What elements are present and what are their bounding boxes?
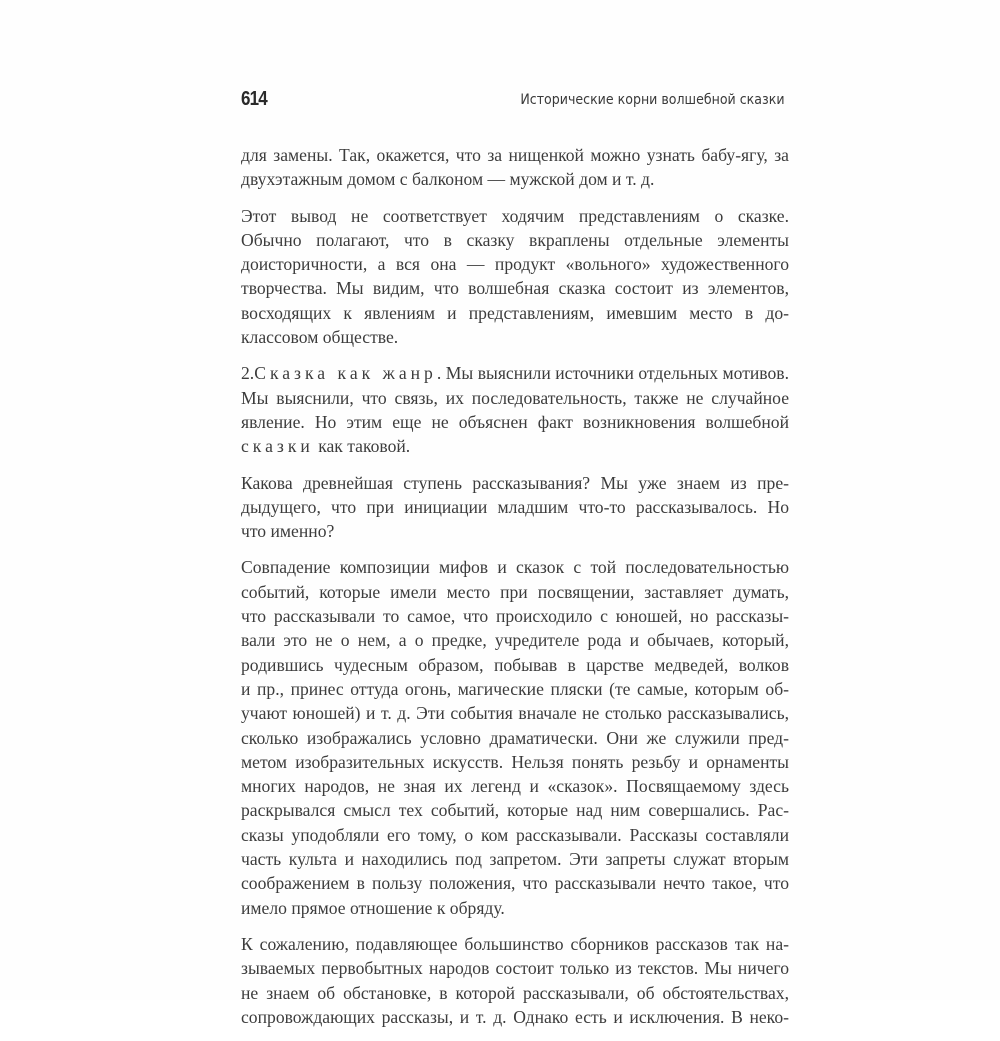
text-line: учают юношей) и т. д. Эти события вначале не столько рассказывались, (241, 703, 789, 724)
text-line: сколько изображались условно драматически. Они же служили пред- (241, 727, 789, 748)
text-line: классовом обществе. (241, 327, 399, 348)
text-fragment: как таковой. (313, 436, 411, 457)
paragraph (241, 555, 789, 919)
text-line: сопровождающих рассказы, и т. д. Однако есть и исключения. В неко- (241, 1006, 789, 1027)
section-title: Сказка как жанр (254, 363, 437, 384)
text-line: и пр., принес оттуда огонь, магические пляски (те самые, которым об- (241, 678, 789, 699)
text-line: восходящих к явлениям и представлениям, имевшим место в до- (241, 302, 789, 323)
text-line: явление. Но этим еще не объяснен факт возникновения волшебной (241, 411, 789, 432)
text-line (241, 361, 789, 385)
text-line: событий, которые имели место при посвящении, заставляет думать, (241, 581, 789, 602)
text-line (241, 434, 789, 458)
text-line: что рассказывали то самое, что происходило с юношей, но рассказы- (241, 606, 789, 627)
text-line: имело прямое отношение к обряду. (241, 897, 505, 918)
paragraph-section-2 (241, 361, 789, 458)
text-line: Обычно полагают, что в сказку вкраплены отдельные элементы (241, 229, 789, 250)
running-head (241, 88, 785, 114)
text-line: зываемых первобытных народов состоит только из текстов. Мы ничего (241, 958, 789, 979)
text-line: не знаем об обстановке, в которой рассказывали, об обстоятельствах, (241, 982, 789, 1003)
section-number: 2. (241, 363, 255, 384)
text-line: творчества. Мы видим, что волшебная сказка состоит из элементов, (241, 278, 789, 299)
paragraph (241, 471, 789, 544)
text-line: многих народов, не зная их легенд и «сказок». Посвящаемому здесь (241, 776, 789, 797)
text-line: соображением в пользу положения, что рассказывали нечто такое, что (241, 873, 789, 894)
text-fragment: . Мы выяснили источники отдельных мотивов. (436, 363, 789, 384)
text-line: К сожалению, подавляющее большинство сборников рассказов так на- (241, 933, 789, 954)
text-line: Этот вывод не соответствует ходячим представлениям о сказке. (241, 205, 789, 226)
text-line: Совпадение композиции мифов и сказок с той последовательностью (241, 557, 789, 578)
text-line: часть культа и находились под запретом. Эти запреты служат вторым (241, 849, 789, 870)
running-title: Исторические корни волшебной сказки (520, 92, 785, 108)
text-line: родившись чудесным образом, побывав в царстве медведей, волков (241, 654, 789, 675)
text-line: Какова древнейшая ступень рассказывания? Мы уже знаем из пре- (241, 472, 789, 493)
text-line: двухэтажным домом с балконом — мужской дом и т. д. (241, 169, 655, 190)
text-line: дыдущего, что при инициации младшим что-то рассказывалось. Но (241, 496, 789, 517)
paragraph (241, 143, 789, 192)
text-line: раскрывался смысл тех событий, которые над ним совершались. Рас- (241, 800, 789, 821)
text-line: что именно? (241, 521, 335, 542)
text-line: доисторичности, а вся она — продукт «вольного» художественного (241, 254, 789, 275)
paragraph (241, 204, 789, 350)
text-line: метом изобразительных искусств. Нельзя понять резьбу и орнаменты (241, 751, 789, 772)
text-line: Мы выяснили, что связь, их последовательность, также не случайное (241, 387, 789, 408)
body-text (241, 143, 789, 1041)
text-line: сказы уподобляли его тому, о ком рассказывали. Рассказы составляли (241, 824, 789, 845)
paragraph (241, 932, 789, 1029)
text-line: вали это не о нем, а о предке, учредителе рода и обычаев, который, (241, 630, 789, 651)
page-number: 614 (241, 88, 267, 110)
emphasized-word: сказки (241, 436, 314, 457)
text-line: для замены. Так, окажется, что за нищенкой можно узнать бабу-ягу, за (241, 145, 789, 165)
